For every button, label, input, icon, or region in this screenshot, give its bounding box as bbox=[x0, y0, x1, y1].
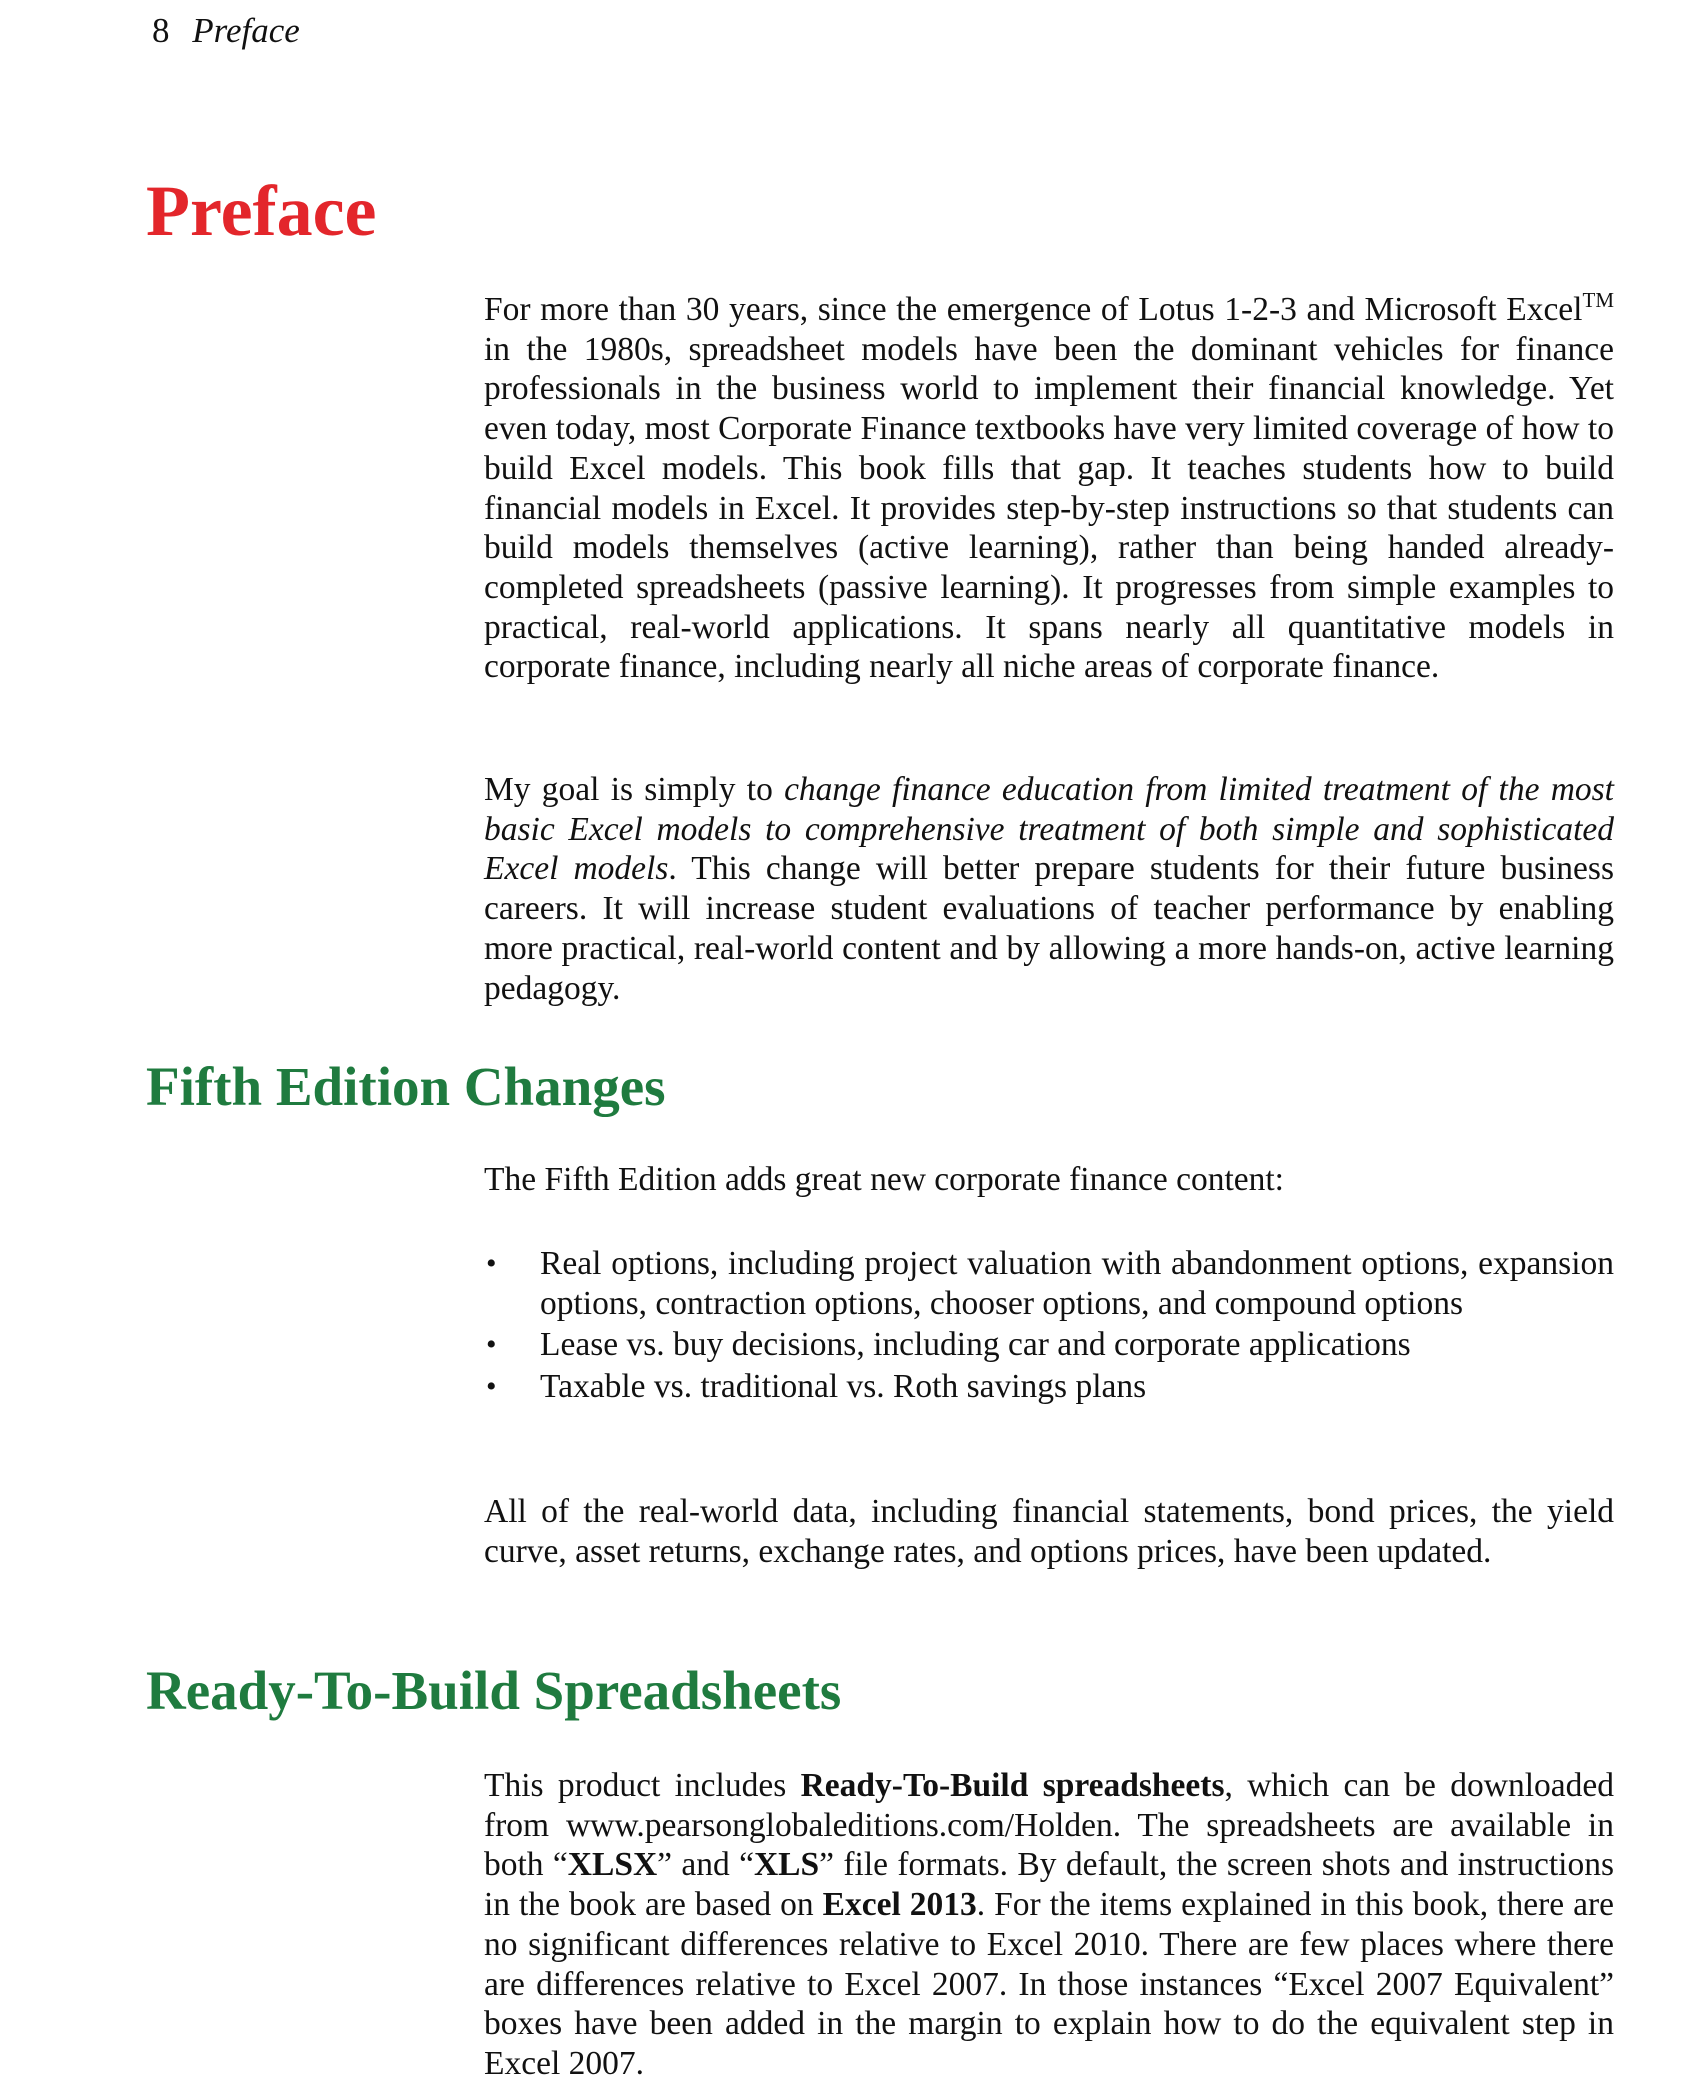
page-number: 8 bbox=[152, 11, 170, 50]
trademark-mark: TM bbox=[1582, 288, 1614, 312]
section-heading-fifth-edition: Fifth Edition Changes bbox=[146, 1056, 666, 1117]
section-heading-ready-to-build: Ready-To-Build Spreadsheets bbox=[146, 1660, 842, 1721]
fifth-edition-lead: The Fifth Edition adds great new corporate finance content: bbox=[484, 1161, 1284, 1198]
intro-paragraph-1: For more than 30 years, since the emergence of Lotus 1-2-3 and Microsoft Excel™ in the 1980s, spreadsheet models have been the dominant vehicles for finance professionals in the business world to implement their financial knowledge. Yet even today, most Corporate Finance textbooks have very limited coverage of how to build Excel models. This book fills that gap. It teaches students how to build financial models in Excel. It provides step-by-step instructions so that students can build models themselves (active learning), rather than being handed already-completed spreadsheets (passive learning). It progresses from simple examples to practical, real-world applications. It spans nearly all quantitative models in corporate finance, including nearly all niche areas of corporate finance. bbox=[484, 288, 1614, 686]
bullet-icon: • bbox=[486, 1328, 497, 1362]
chapter-title: Preface bbox=[146, 171, 377, 251]
bullet-icon: • bbox=[486, 1370, 497, 1404]
list-item: • Taxable vs. traditional vs. Roth savings plans bbox=[486, 1368, 1147, 1406]
running-head bbox=[152, 6, 300, 56]
list-item: • Lease vs. buy decisions, including car and corporate applications bbox=[486, 1326, 1411, 1364]
list-item: • Real options, including project valuation with abandonment options, expansion options, contraction options, chooser options, and compound options bbox=[486, 1245, 1614, 1322]
running-title: Preface bbox=[192, 11, 300, 50]
bullet-icon: • bbox=[486, 1247, 497, 1280]
ready-to-build-paragraph: This product includes Ready-To-Build spreadsheets, which can be downloaded from www.pearsonglobaleditions.com/Holden. The spreadsheets are available in both “XLSX” and “XLS” file formats. By default, the screen shots and instructions in the book are based on Excel 2013. For the items explained in this book, there are no significant differences relative to Excel 2010. There are few places where there are differences relative to Excel 2007. In those instances “Excel 2007 Equivalent” boxes have been added in the margin to explain how to do the equivalent step in Excel 2007. bbox=[484, 1767, 1615, 2082]
fifth-edition-bullet-list bbox=[484, 1244, 1614, 1409]
intro-paragraph-2: My goal is simply to change finance education from limited treatment of the most basic Excel models to comprehensive treatment of both simple and sophisticated Excel models. This change will better prepare students for their future business careers. It will increase student evaluations of teacher performance by enabling more practical, real-world content and by allowing a more hands-on, active learning pedagogy. bbox=[484, 771, 1614, 1007]
fifth-edition-closing: All of the real-world data, including financial statements, bond prices, the yield curve, asset returns, exchange rates, and options prices, have been updated. bbox=[484, 1493, 1614, 1570]
goal-emphasis: change finance education from limited treatment of the most basic Excel models to comprehensive treatment of both simple and sophisticated Excel models bbox=[484, 771, 1614, 888]
